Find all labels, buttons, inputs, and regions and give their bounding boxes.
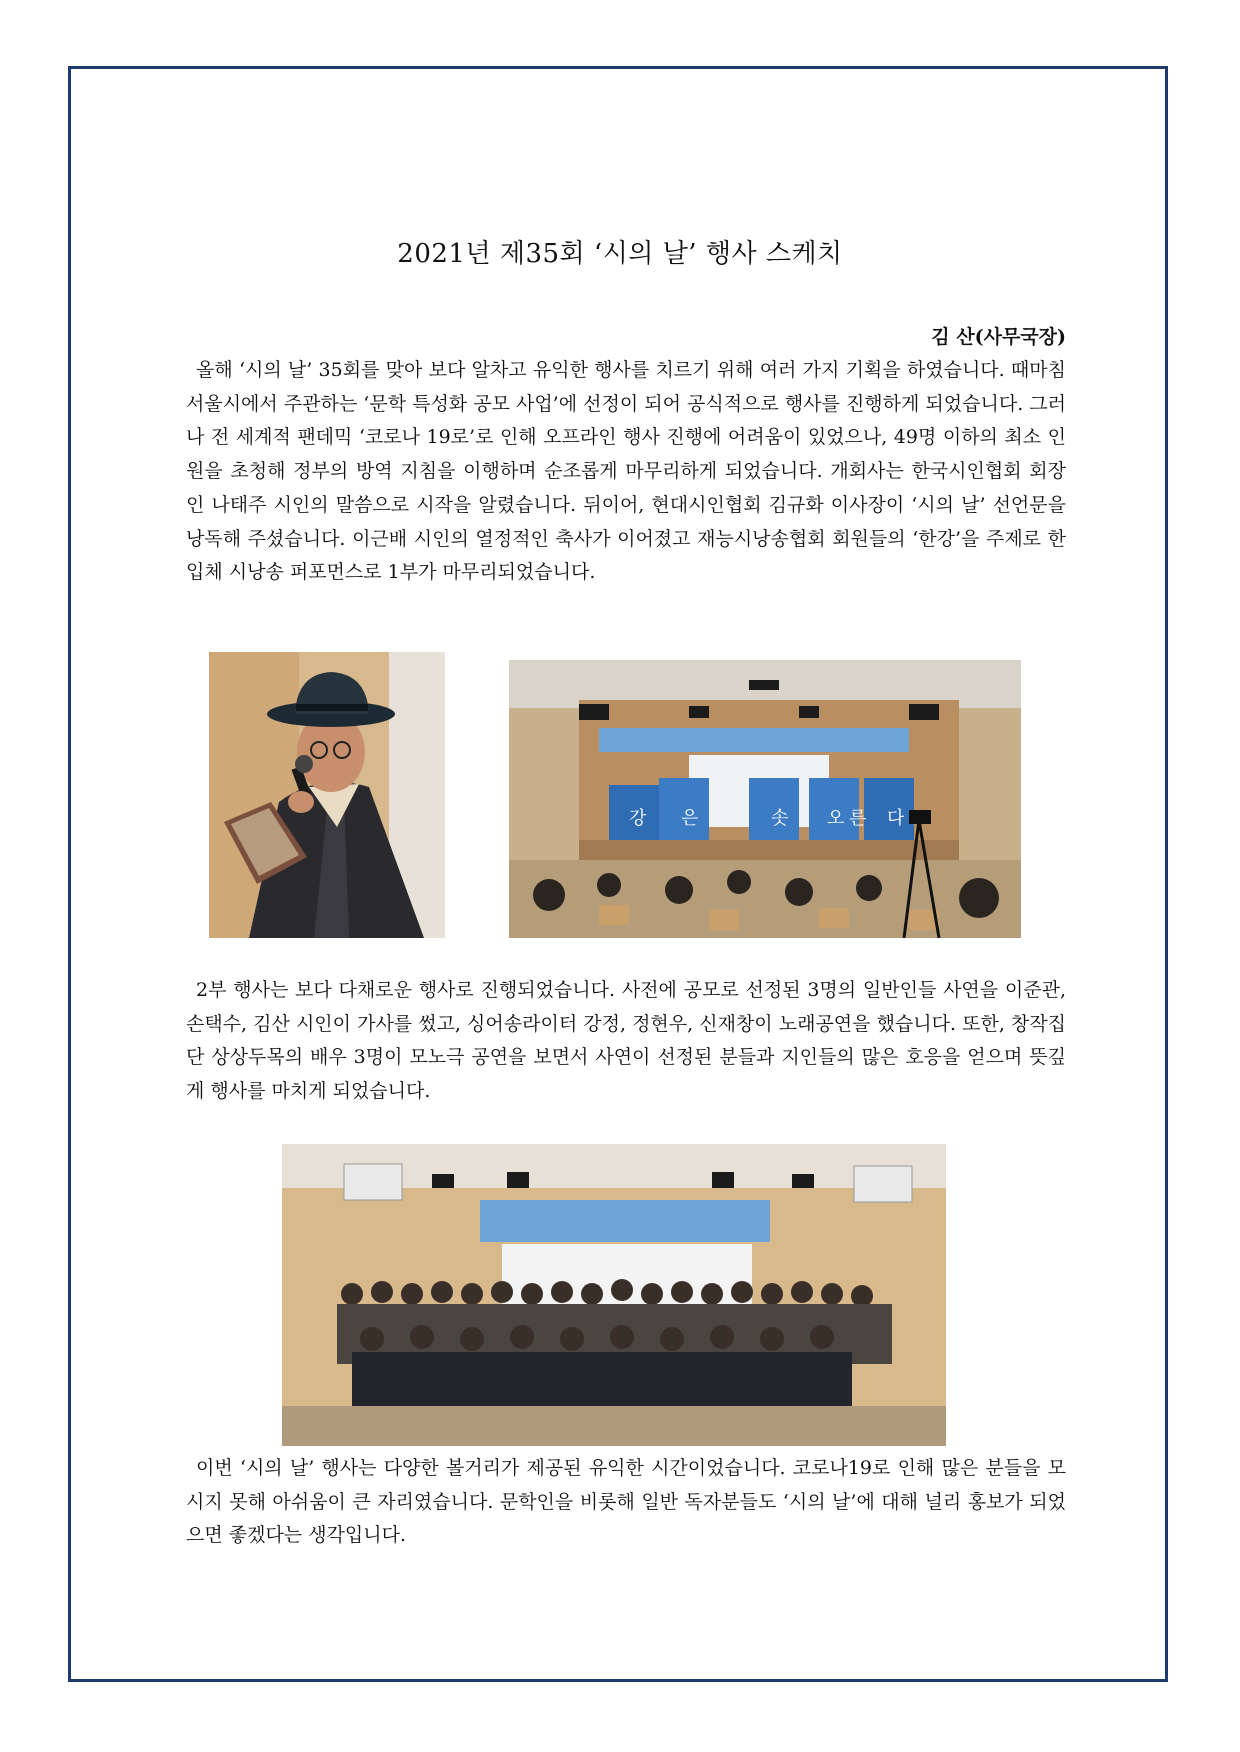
photo-stage-performance [509, 660, 1021, 938]
photo-poet-reading [209, 652, 445, 938]
page-title: 2021년 제35회 ‘시의 날’ 행사 스케치 [397, 239, 843, 269]
paragraph-part2: 2부 행사는 보다 다채로운 행사로 진행되었습니다. 사전에 공모로 선정된 3명의 일반인들 사연을 이준관, 손택수, 김산 시인이 가사를 썼고, 싱어송라이터 강정, 정현우, 신재창이 노래공연을 했습니다. 또한, 창작집단 상상두목의 배우 3명이 모노극 공연을 보면서 사연이 선정된 분들과 지인들의 많은 호응을 얻으며 뜻깊게 행사를 마치게 되었습니다. [186, 979, 1066, 1103]
paragraph-closing: 이번 ‘시의 날’ 행사는 다양한 볼거리가 제공된 유익한 시간이었습니다. 코로나19로 인해 많은 분들을 모시지 못해 아쉬움이 큰 자리였습니다. 문학인을 비롯해 일반 독자분들도 ‘시의 날’에 대해 널리 홍보가 되었으면 좋겠다는 생각입니다. [186, 1457, 1066, 1547]
stage-letter: 다 [887, 808, 905, 829]
stage-letter: 른 [849, 808, 867, 829]
stage-letter: 강 [629, 808, 647, 829]
author-byline: 김 산(사무국장) [931, 326, 1066, 348]
photo-group [282, 1144, 946, 1446]
stage-letter: 은 [681, 808, 699, 829]
stage-letter-panels [609, 778, 914, 847]
stage-letter: 오 [827, 808, 845, 829]
paragraph-part1: 올해 ‘시의 날’ 35회를 맞아 보다 알차고 유익한 행사를 치르기 위해 여러 가지 기획을 하였습니다. 때마침 서울시에서 주관하는 ‘문학 특성화 공모 사업’에 선정이 되어 공식적으로 행사를 진행하게 되었습니다. 그러나 전 세계적 팬데믹 ‘코로나 19로’로 인해 오프라인 행사 진행에 어려움이 있었으나, 49명 이하의 최소 인원을 초청해 정부의 방역 지침을 이행하며 순조롭게 마무리하게 되었습니다. 개회사는 한국시인협회 회장인 나태주 시인의 말씀으로 시작을 알렸습니다. 뒤이어, 현대시인협회 김규화 이사장이 ‘시의 날’ 선언문을 낭독해 주셨습니다. 이근배 시인의 열정적인 축사가 이어졌고 재능시낭송협회 회원들의 ‘한강’을 주제로 한 입체 시낭송 퍼포먼스로 1부가 마무리되었습니다. [186, 359, 1066, 584]
stage-letter: 솟 [771, 808, 789, 829]
